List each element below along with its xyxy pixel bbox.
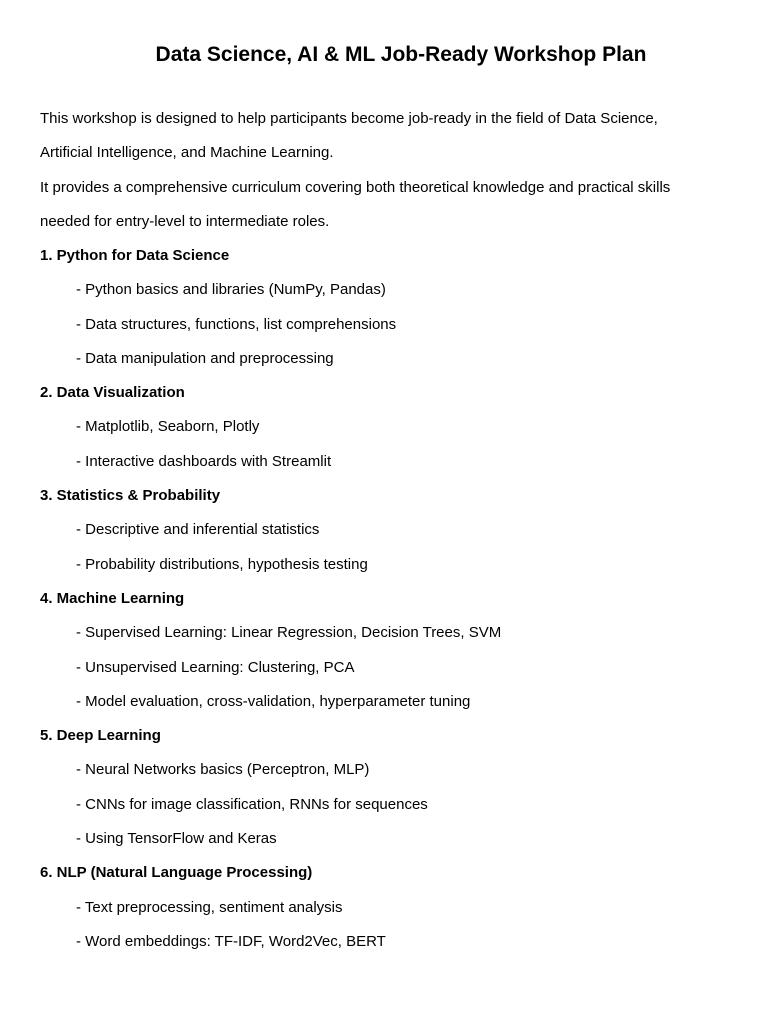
section-heading: 5. Deep Learning xyxy=(40,727,161,745)
section-item: - Data manipulation and preprocessing xyxy=(76,349,334,367)
section-deep-learning xyxy=(40,719,740,856)
section-machine-learning xyxy=(40,582,740,719)
section-heading: 2. Data Visualization xyxy=(40,384,185,402)
intro-line: It provides a comprehensive curriculum covering both theoretical knowledge and practical skills xyxy=(40,178,671,196)
document-title: Data Science, AI & ML Job-Ready Workshop Plan xyxy=(155,43,647,66)
intro-paragraph xyxy=(40,102,740,239)
section-heading: 1. Python for Data Science xyxy=(40,247,230,264)
section-heading: 6. NLP (Natural Language Processing) xyxy=(40,864,313,882)
section-item: - Matplotlib, Seaborn, Plotly xyxy=(76,418,260,436)
section-heading: 4. Machine Learning xyxy=(40,589,185,607)
intro-line: This workshop is designed to help participants become job-ready in the field of Data Science, xyxy=(40,110,658,127)
section-visualization xyxy=(40,376,740,479)
section-item: - Word embeddings: TF-IDF, Word2Vec, BERT xyxy=(76,932,386,950)
intro-line: Artificial Intelligence, and Machine Learning. xyxy=(40,144,334,162)
section-item: - Python basics and libraries (NumPy, Pandas) xyxy=(76,281,386,299)
section-python xyxy=(40,239,740,376)
section-item: - Text preprocessing, sentiment analysis xyxy=(76,898,343,916)
intro-line: needed for entry-level to intermediate roles. xyxy=(40,212,330,230)
section-heading: 3. Statistics & Probability xyxy=(40,487,221,505)
section-item: - Model evaluation, cross-validation, hyperparameter tuning xyxy=(76,692,471,710)
section-item: - Probability distributions, hypothesis testing xyxy=(76,555,368,573)
section-nlp xyxy=(40,856,740,959)
section-item: - Unsupervised Learning: Clustering, PCA xyxy=(76,658,355,676)
section-item: - Using TensorFlow and Keras xyxy=(76,830,277,848)
section-item: - Descriptive and inferential statistics xyxy=(76,521,320,539)
section-statistics xyxy=(40,479,740,582)
section-item: - Supervised Learning: Linear Regression, Decision Trees, SVM xyxy=(76,624,502,642)
section-item: - CNNs for image classification, RNNs for sequences xyxy=(76,795,428,813)
section-item: - Interactive dashboards with Streamlit xyxy=(76,452,332,470)
section-item: - Neural Networks basics (Perceptron, MLP) xyxy=(76,761,370,779)
section-item: - Data structures, functions, list comprehensions xyxy=(76,315,397,333)
curriculum-sections xyxy=(40,239,740,959)
